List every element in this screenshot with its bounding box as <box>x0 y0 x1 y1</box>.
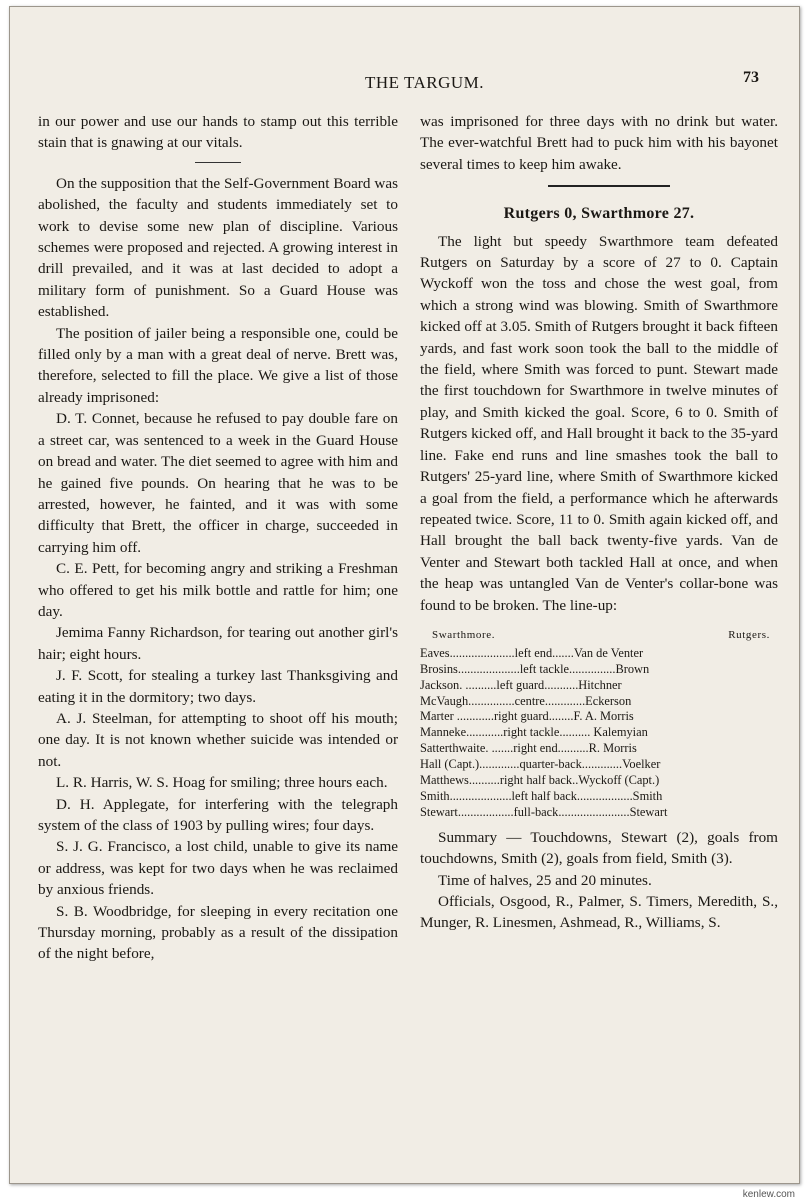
paragraph: A. J. Steelman, for attempting to shoot off his mouth; one day. It is not known whether suicide was intended or not. <box>38 709 398 770</box>
lineup-row: Matthews..........right half back..Wyckoff (Capt.) <box>420 773 660 788</box>
paragraph: was imprisoned for three days with no drink but water. The ever-watchful Brett had to puck him with his bayonet several times to keep him awake. <box>420 113 778 173</box>
paragraph: J. F. Scott, for stealing a turkey last Thanksgiving and eating it in the dormitory; two days. <box>38 667 398 706</box>
lineup-row: McVaugh...............centre.............Eckerson <box>420 693 632 708</box>
lineup-header-left: Swarthmore. <box>432 628 496 641</box>
lineup-row: Manneke............right tackle.......... Kalemyian <box>420 725 648 740</box>
lineup-header-right: Rutgers. <box>728 628 770 641</box>
left-column <box>38 111 398 965</box>
paragraph: On the supposition that the Self-Government Board was abolished, the faculty and students immediately set to work to devise some new plan of discipline. Various schemes were proposed and rejected. A growing interest in drill prevailed, and it was at last decided to adopt a military form of punishment. So a Guard House was established. <box>38 174 398 321</box>
watermark-credit: kenlew.com <box>742 1189 795 1200</box>
paragraph: D. H. Applegate, for interfering with the telegraph system of the class of 1903 by pulling wires; four days. <box>38 795 398 834</box>
paragraph: L. R. Harris, W. S. Hoag for smiling; three hours each. <box>56 774 388 792</box>
lineup-table <box>420 628 778 821</box>
page-number: 73 <box>743 69 759 86</box>
paragraph: S. J. G. Francisco, a lost child, unable to give its name or address, was kept for two days when he was reclaimed by anxious friends. <box>38 838 398 899</box>
section-divider <box>195 162 241 163</box>
paragraph: in our power and use our hands to stamp out this terrible stain that is gnawing at our vitals. <box>38 113 398 152</box>
lineup-row: Brosins....................left tackle...............Brown <box>420 661 650 676</box>
page-title: THE TARGUM. <box>364 73 485 92</box>
lineup-row: Marter ............right guard........F. A. Morris <box>420 709 634 724</box>
paragraph: Jemima Fanny Richardson, for tearing out another girl's hair; eight hours. <box>38 624 398 663</box>
lineup-row: Eaves.....................left end.......Van de Venter <box>420 645 644 660</box>
lineup-header <box>420 628 778 644</box>
document-page <box>9 6 800 1184</box>
paragraph: Officials, Osgood, R., Palmer, S. Timers, Meredith, S., Munger, R. Linesmen, Ashmead, R., Williams, S. <box>420 893 778 932</box>
section-divider <box>548 185 670 187</box>
lineup-row: Smith....................left half back..................Smith <box>420 789 663 803</box>
paragraph: C. E. Pett, for becoming angry and striking a Freshman who offered to get his milk bottle and rattle for him; one day. <box>38 560 398 620</box>
paragraph: Summary — Touchdowns, Stewart (2), goals from touchdowns, Smith (2), goals from field, Smith (3). <box>420 828 778 868</box>
paragraph: D. T. Connet, because he refused to pay double fare on a street car, was sentenced to a week in the Guard House on bread and water. The diet seemed to agree with him and he gained five pounds. On hearing that he was to be arrested, however, he fainted, and it was with some difficulty that Brett, the officer in charge, succeeded in carrying him off. <box>38 410 398 556</box>
paragraph: The position of jailer being a responsible one, could be filled only by a man with a great deal of nerve. Brett was, therefore, selected to fill the place. We give a list of those already imprisoned: <box>38 324 398 406</box>
paragraph: Time of halves, 25 and 20 minutes. <box>438 871 652 889</box>
lineup-row: Stewart..................full-back.......................Stewart <box>420 804 668 819</box>
lineup-row: Hall (Capt.).............quarter-back.............Voelker <box>420 757 661 772</box>
lineup-row: Jackson. ..........left guard...........Hitchner <box>420 677 622 692</box>
lineup-row: Satterthwaite. .......right end..........R. Morris <box>420 741 637 756</box>
paragraph: The light but speedy Swarthmore team defeated Rutgers on Saturday by a score of 27 to 0. Captain Wyckoff won the toss and chose the west goal, from which a strong wind was blowing. Smith of Swarthmore kicked off at 3.05. Smith of Rutgers brought it back fifteen yards, and fast work soon took the ball to the middle of the field, where Smith was forced to punt. Stewart made the first touchdown for Swarthmore in twelve minutes of play, and Smith kicked the goal. Score, 6 to 0. Smith of Rutgers kicked off, and Hall brought it back to the 35-yard line. Fake end runs and line smashes took the ball to Rutgers' 25-yard line, where Smith of Swarthmore kicked a goal from the field, a performance which he afterwards repeated twice. Score, 11 to 0. Smith again kicked off, and Hall brought the ball back twenty-five yards. Van de Venter and Stewart both tackled Hall at once, and when the heap was untangled Van de Venter's collar-bone was found to be broken. The line-up: <box>420 232 778 614</box>
right-column <box>420 111 778 934</box>
article-title: Rutgers 0, Swarthmore 27. <box>503 205 695 223</box>
paragraph: S. B. Woodbridge, for sleeping in every recitation one Thursday morning, probably as a result of the dissipation of the night before, <box>38 902 398 963</box>
